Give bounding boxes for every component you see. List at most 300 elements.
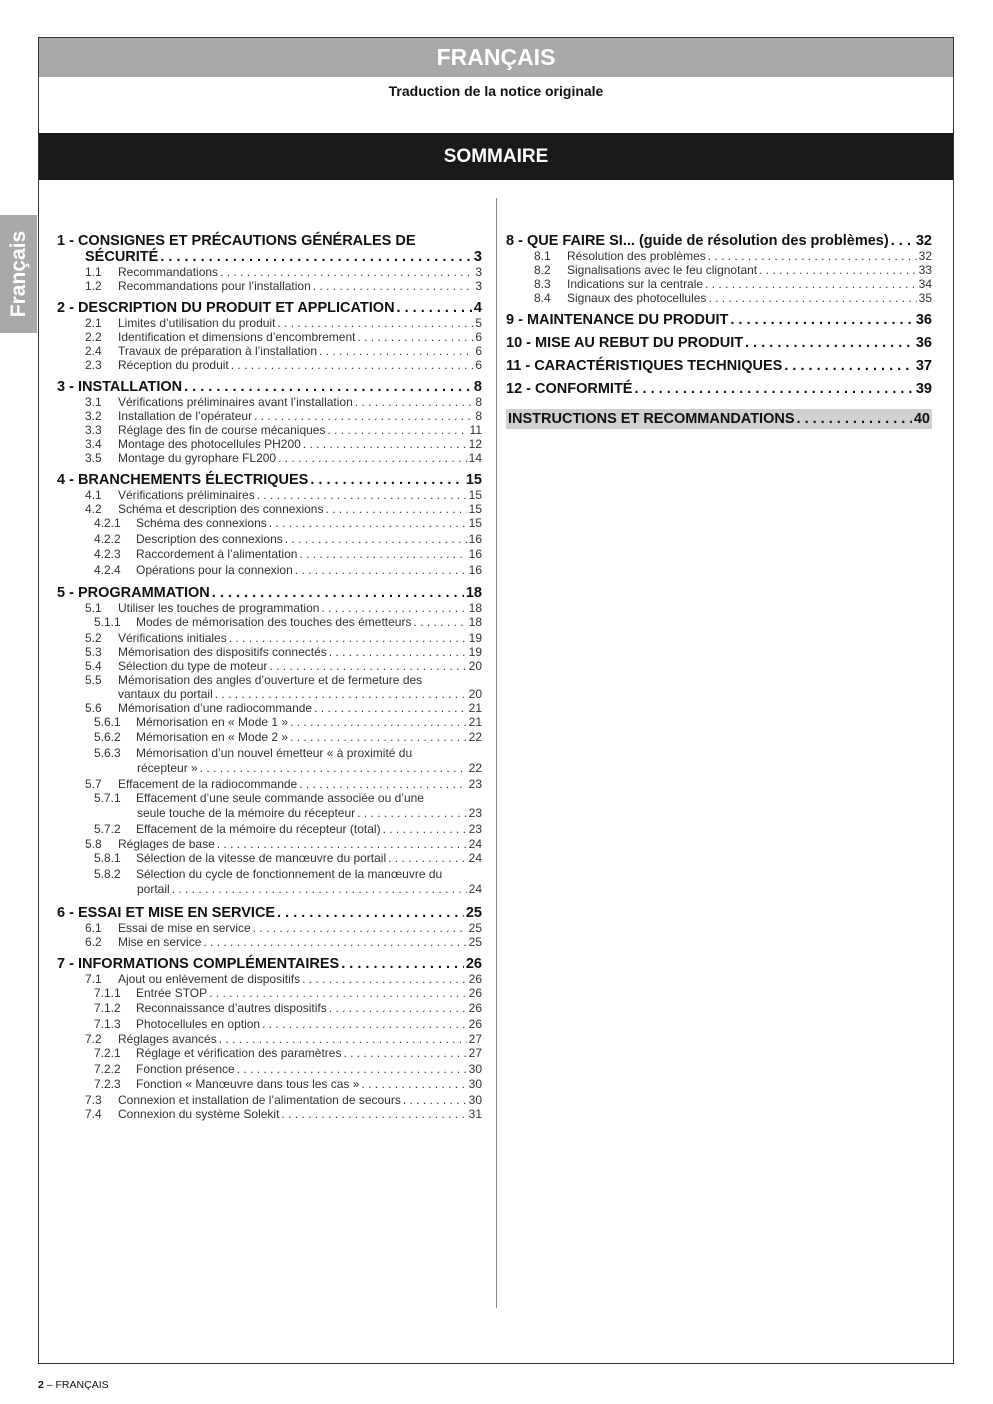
subsection-number: 2.3	[85, 358, 102, 372]
toc-subsection[interactable]	[57, 1077, 482, 1093]
dot-leader	[217, 837, 467, 851]
subsection-number: 5.1.1	[94, 615, 121, 629]
toc-section[interactable]	[57, 233, 482, 265]
subsection-number: 5.6.1	[94, 714, 121, 729]
subsection-number: 7.3	[85, 1092, 102, 1107]
page-number: 6	[475, 330, 482, 344]
toc-subsection[interactable]	[57, 645, 482, 659]
dot-leader	[403, 1093, 467, 1107]
subsection-number: 7.1.3	[94, 1016, 121, 1031]
subsection-number: 4.2.3	[94, 547, 121, 561]
toc-subsection[interactable]	[506, 277, 932, 291]
toc-section[interactable]	[57, 956, 482, 972]
toc-subsection[interactable]	[57, 1093, 482, 1107]
entry-title: récepteur »	[137, 761, 198, 775]
subsection-number: 3.2	[85, 409, 102, 423]
subsection-title: 2.1 Limites d’utilisation du produit	[57, 316, 275, 330]
dot-leader	[237, 1062, 467, 1078]
page-number: 25	[468, 920, 482, 935]
side-tab-label: Français	[6, 230, 30, 318]
subsection-number: 8.1	[534, 249, 551, 263]
page-number: 18	[468, 615, 482, 629]
entry-title: 10 - MISE AU REBUT DU PRODUIT	[506, 335, 744, 351]
dot-leader	[209, 986, 466, 1002]
dot-leader	[290, 715, 467, 731]
subsection-title: 4.2.2 Description des connexions	[57, 532, 283, 548]
page-number: 26	[468, 1001, 482, 1015]
column-divider	[496, 198, 497, 1308]
entry-title: 6 - ESSAI ET MISE EN SERVICE	[57, 904, 276, 921]
dot-leader	[203, 935, 466, 949]
page-number: 22	[468, 761, 482, 775]
subsection-number: 6.1	[85, 920, 102, 935]
subsection-number: 4.1	[85, 488, 102, 502]
subsection-number: 3.1	[85, 395, 102, 409]
subsection-title: Effacement d’une seule commande associée ou d’une	[136, 790, 424, 805]
subsection-title: 6.2 Mise en service	[57, 935, 201, 949]
toc-subsection[interactable]	[57, 701, 482, 715]
page-number: 3	[475, 279, 482, 293]
subsection-number: 5.7	[85, 776, 102, 791]
page-number: 4	[473, 300, 482, 316]
subsection-title: 5.3 Mémorisation des dispositifs connectés	[57, 645, 327, 659]
subsection-title: 4.2.4 Opérations pour la connexion	[57, 563, 293, 579]
toc-subsection[interactable]	[57, 659, 482, 673]
dot-leader	[327, 423, 467, 437]
subsection-title: 5.6.2 Mémorisation en « Mode 2 »	[57, 730, 288, 746]
page-number: 26	[468, 1016, 482, 1031]
page-number: 3	[475, 265, 482, 279]
subsection-number: 4.2	[85, 502, 102, 516]
toc-subsection[interactable]	[506, 249, 932, 263]
page-number: 34	[918, 277, 932, 291]
subsection-title: 5.4 Sélection du type de moteur	[57, 659, 267, 673]
subsection-cont[interactable]	[57, 882, 482, 898]
dot-leader	[285, 532, 467, 548]
page-number: 32	[915, 233, 932, 249]
subsection-number: 5.1	[85, 601, 102, 615]
language-side-tab	[0, 215, 37, 333]
dot-leader	[220, 265, 473, 279]
toc-subsection[interactable]	[57, 437, 482, 451]
subsection-number: 5.6	[85, 700, 102, 715]
toc-subsection[interactable]	[57, 1001, 482, 1017]
toc-section[interactable]	[57, 472, 482, 488]
subsection-title: 5.6 Mémorisation d’une radiocommande	[57, 701, 312, 715]
subsection-title: 7.1.3 Photocellules en option	[57, 1017, 260, 1033]
toc-subsection[interactable]	[57, 451, 482, 465]
entry-title: 12 - CONFORMITÉ	[506, 381, 633, 397]
dot-leader	[321, 601, 466, 615]
subsection-line	[57, 867, 482, 883]
subsection-title: 5.7 Effacement de la radiocommande	[57, 777, 297, 791]
toc-subsection[interactable]	[57, 851, 482, 867]
toc-subsection[interactable]	[57, 502, 482, 516]
entry-title: 2 - DESCRIPTION DU PRODUIT ET APPLICATION	[57, 300, 395, 316]
subsection-number: 3.5	[85, 451, 102, 465]
subsection-title: 7.1.2 Reconnaissance d’autres dispositifs	[57, 1001, 327, 1017]
subsection-title: 7.1 Ajout ou enlèvement de dispositifs	[57, 972, 300, 986]
subsection-title: 7.2.3 Fonction « Manœuvre dans tous les cas »	[57, 1077, 359, 1093]
toc-section[interactable]	[57, 379, 482, 395]
subsection-title: 8.4 Signaux des photocellules	[506, 291, 706, 305]
entry-title: vantaux du portail	[118, 686, 213, 701]
subsection-title: 4.2.1 Schéma des connexions	[57, 516, 267, 532]
page-number: 39	[915, 381, 932, 397]
page-number: 18	[465, 585, 482, 601]
dot-leader	[329, 645, 467, 659]
subsection-title: 5.2 Vérifications initiales	[57, 631, 227, 645]
dot-leader	[388, 851, 467, 867]
toc-left-column	[57, 233, 482, 1121]
page-number: 16	[468, 562, 482, 577]
dot-leader	[299, 547, 466, 563]
dot-leader	[303, 437, 467, 451]
page-number: 35	[918, 291, 932, 305]
subsection-number: 5.2	[85, 630, 102, 645]
subsection-title: 2.3 Réception du produit	[57, 358, 229, 372]
subsection-title: 8.3 Indications sur la centrale	[506, 277, 703, 291]
subsection-number: 5.7.2	[94, 821, 121, 836]
subsection-title: 3.2 Installation de l’opérateur	[57, 409, 252, 423]
toc-subsection[interactable]	[57, 601, 482, 615]
page-number: 23	[468, 806, 482, 820]
toc-subsection[interactable]	[57, 837, 482, 851]
dot-leader	[229, 631, 467, 645]
page-number: 21	[468, 714, 482, 729]
subsection-number: 2.2	[85, 330, 102, 344]
page-number: 2	[38, 1379, 44, 1391]
page-number: 21	[468, 700, 482, 715]
dot-leader	[212, 585, 464, 601]
toc-subsection[interactable]	[57, 1062, 482, 1078]
subsection-number: 3.4	[85, 437, 102, 451]
subsection-number: 7.1	[85, 971, 102, 986]
toc-subsection[interactable]	[57, 516, 482, 532]
dot-leader	[277, 905, 464, 921]
subsection-number: 5.8	[85, 837, 102, 851]
page-number: 27	[468, 1032, 482, 1046]
page-number: 18	[468, 601, 482, 615]
dot-leader	[891, 233, 914, 249]
toc-subsection[interactable]	[57, 358, 482, 372]
subsection-cont[interactable]	[57, 806, 482, 822]
toc-subsection[interactable]	[57, 563, 482, 579]
toc-subsection[interactable]	[57, 777, 482, 791]
page-number: 30	[468, 1061, 482, 1076]
dot-leader	[200, 761, 467, 777]
subsection-number: 5.6.3	[94, 745, 121, 760]
subsection-number: 5.6.2	[94, 730, 121, 744]
dot-leader	[278, 451, 467, 465]
dot-leader	[219, 1032, 467, 1046]
subsection-line	[57, 673, 482, 687]
toc-subsection[interactable]	[57, 547, 482, 563]
page-number: 23	[468, 821, 482, 836]
dot-leader	[319, 344, 473, 358]
dot-leader	[634, 381, 913, 397]
dot-leader	[383, 822, 467, 838]
page-number: 32	[918, 249, 932, 263]
subsection-title: 4.1 Vérifications préliminaires	[57, 488, 255, 502]
dot-leader	[355, 395, 474, 409]
page-number: 5	[475, 316, 482, 330]
subsection-number: 5.8.1	[94, 851, 121, 865]
subtitle: Traduction de la notice originale	[388, 83, 604, 99]
subsection-number: 4.2.4	[94, 562, 121, 577]
entry-title: 3 - INSTALLATION	[57, 379, 183, 395]
toc-subsection[interactable]	[57, 746, 482, 777]
language-header: FRANÇAIS	[39, 38, 953, 77]
subsection-title: 8.1 Résolution des problèmes	[506, 249, 706, 263]
toc-subsection[interactable]	[57, 423, 482, 437]
page-number: 6	[475, 358, 482, 372]
subsection-title: 5.8.1 Sélection de la vitesse de manœuvre du portail	[57, 851, 386, 867]
toc-subsection[interactable]	[57, 1032, 482, 1046]
subsection-number: 8.4	[534, 291, 551, 305]
toc-section[interactable]	[57, 905, 482, 921]
subsection-title: 7.2.1 Réglage et vérification des paramètres	[57, 1046, 341, 1062]
dot-leader	[290, 730, 467, 746]
subsection-number: 7.2.3	[94, 1077, 121, 1091]
page-number: 26	[468, 971, 482, 986]
toc-section[interactable]	[506, 312, 932, 328]
toc-subsection[interactable]	[57, 265, 482, 279]
subsection-title: 4.2 Schéma et description des connexions	[57, 502, 323, 516]
subsection-line	[57, 791, 482, 807]
subsection-number: 1.2	[85, 279, 102, 293]
subsection-title: 5.1.1 Modes de mémorisation des touches des émetteurs	[57, 615, 411, 631]
subsection-number: 7.2.2	[94, 1061, 121, 1076]
subsection-number: 5.7.1	[94, 790, 121, 805]
toc-subsection[interactable]	[57, 316, 482, 330]
subsection-title: 2.2 Identification et dimensions d’encombrement	[57, 330, 355, 344]
toc-subsection[interactable]	[506, 263, 932, 277]
dot-leader	[184, 379, 472, 395]
entry-title: 7 - INFORMATIONS COMPLÉMENTAIRES	[57, 955, 340, 972]
toc-subsection[interactable]	[57, 791, 482, 822]
subsection-number: 2.1	[85, 316, 102, 330]
toc-section[interactable]	[506, 233, 932, 249]
page-number: 25	[465, 904, 482, 921]
entry-title: 4 - BRANCHEMENTS ÉLECTRIQUES	[57, 472, 309, 488]
subsection-title: 3.4 Montage des photocellules PH200	[57, 437, 301, 451]
dot-leader	[281, 1107, 466, 1121]
subsection-number: 7.4	[85, 1106, 102, 1121]
page-number: 3	[473, 249, 482, 265]
subsection-number: 7.1.1	[94, 985, 121, 1000]
page-number: 40	[913, 411, 930, 427]
entry-title: 9 - MAINTENANCE DU PRODUIT	[506, 312, 729, 328]
subsection-title: 3.5 Montage du gyrophare FL200	[57, 451, 276, 465]
subsection-title: 8.2 Signalisations avec le feu clignotant	[506, 263, 757, 277]
subsection-title: Sélection du cycle de fonctionnement de la manœuvre du	[136, 866, 443, 881]
subsection-number: 7.2.1	[94, 1046, 121, 1060]
toc-subsection[interactable]	[57, 1107, 482, 1121]
toc-subsection[interactable]	[57, 395, 482, 409]
section-title-cont[interactable]	[57, 249, 482, 265]
toc-section[interactable]	[57, 585, 482, 601]
page-number: 8	[475, 409, 482, 423]
toc-subsection[interactable]	[57, 532, 482, 548]
dot-leader	[397, 300, 472, 316]
dot-leader	[299, 777, 466, 791]
dot-leader	[708, 291, 916, 305]
toc-subsection[interactable]	[57, 715, 482, 731]
subsection-title: 5.6.1 Mémorisation en « Mode 1 »	[57, 715, 288, 731]
page-number: 30	[468, 1092, 482, 1107]
subsection-number: 5.3	[85, 644, 102, 659]
toc-subsection[interactable]	[506, 291, 932, 305]
page-number: 19	[468, 630, 482, 645]
toc-subsection[interactable]	[57, 344, 482, 358]
page-number: 16	[468, 547, 482, 561]
dot-leader	[708, 249, 917, 263]
dot-leader	[160, 249, 472, 265]
dot-leader	[357, 806, 467, 822]
subsection-title: 1.1 Recommandations	[57, 265, 218, 279]
toc-section[interactable]	[506, 335, 932, 351]
page-number: 24	[468, 837, 482, 851]
page-number: 33	[918, 263, 932, 277]
subsection-number: 8.2	[534, 263, 551, 277]
subsection-title: 5.1 Utiliser les touches de programmation	[57, 601, 319, 615]
subsection-number: 7.1.2	[94, 1001, 121, 1015]
entry-title: portail	[137, 882, 170, 896]
subsection-title: Mémorisation des angles d’ouverture et de fermeture des	[118, 672, 423, 687]
sommaire-header: SOMMAIRE	[39, 133, 953, 180]
dot-leader	[329, 1001, 467, 1017]
dot-leader	[343, 1046, 466, 1062]
toc-subsection[interactable]	[57, 972, 482, 986]
dot-leader	[302, 972, 467, 986]
page-number: 14	[468, 451, 482, 465]
page-number: 23	[468, 776, 482, 791]
subsection-number: 5.4	[85, 658, 102, 673]
subsection-line	[57, 746, 482, 762]
dot-leader	[361, 1077, 466, 1093]
page-number: 36	[915, 335, 932, 351]
toc-subsection[interactable]	[57, 409, 482, 423]
dot-leader	[730, 312, 914, 328]
toc-subsection[interactable]	[57, 822, 482, 838]
dot-leader	[313, 279, 474, 293]
page-number: 15	[468, 502, 482, 516]
toc-subsection[interactable]	[57, 330, 482, 344]
subsection-number: 5.5	[85, 672, 102, 687]
toc-right-column	[506, 233, 932, 429]
page-number: 11	[469, 423, 482, 437]
instructions-link[interactable]	[506, 409, 932, 429]
dot-leader	[257, 488, 467, 502]
page-number: 20	[468, 658, 482, 673]
subsection-title: 7.3 Connexion et installation de l’alimentation de secours	[57, 1093, 401, 1107]
subsection-title: 4.2.3 Raccordement à l’alimentation	[57, 547, 297, 563]
toc-section[interactable]	[506, 381, 932, 397]
dot-leader	[253, 921, 467, 935]
subsection-title: 7.2 Réglages avancés	[57, 1032, 217, 1046]
toc-subsection[interactable]	[57, 935, 482, 949]
subsection-number: 3.3	[85, 423, 102, 437]
dot-leader	[357, 330, 473, 344]
dot-leader	[295, 563, 467, 579]
page-number: 36	[915, 312, 932, 328]
dot-leader	[215, 687, 467, 701]
subsection-cont[interactable]	[57, 687, 482, 701]
dot-leader	[797, 411, 912, 427]
toc-subsection[interactable]	[57, 673, 482, 701]
toc-subsection[interactable]	[57, 631, 482, 645]
subsection-number: 5.8.2	[94, 866, 121, 881]
toc-subsection[interactable]	[57, 921, 482, 935]
page-number: 26	[465, 955, 482, 972]
entry-title: 8 - QUE FAIRE SI... (guide de résolution des problèmes)	[506, 233, 889, 249]
page-number: 37	[915, 358, 932, 374]
entry-title: SÉCURITÉ	[85, 249, 159, 265]
entry-title: seule touche de la mémoire du récepteur	[137, 806, 356, 820]
toc-subsection[interactable]	[57, 986, 482, 1002]
toc-section[interactable]	[57, 300, 482, 316]
page-number: 15	[468, 516, 482, 530]
toc-subsection[interactable]	[57, 1046, 482, 1062]
section-title: 1 - CONSIGNES ET PRÉCAUTIONS GÉNÉRALES DE	[57, 233, 416, 249]
entry-title: 11 - CARACTÉRISTIQUES TECHNIQUES	[506, 358, 783, 374]
subsection-title: 7.1.1 Entrée STOP	[57, 986, 207, 1002]
dot-leader	[314, 701, 467, 715]
page-number: 15	[468, 488, 482, 502]
subsection-title: 3.3 Réglage des fin de course mécaniques	[57, 423, 325, 437]
page-number: 31	[468, 1106, 482, 1121]
subsection-cont[interactable]	[57, 761, 482, 777]
dot-leader	[310, 472, 464, 488]
page-footer	[38, 1379, 109, 1391]
dot-leader	[269, 516, 467, 532]
toc-subsection[interactable]	[57, 279, 482, 293]
subsection-title: 1.2 Recommandations pour l’installation	[57, 279, 311, 293]
toc-subsection[interactable]	[57, 488, 482, 502]
page-number: 8	[475, 395, 482, 409]
subsection-title: 7.2.2 Fonction présence	[57, 1062, 235, 1078]
dot-leader	[759, 263, 917, 277]
toc-subsection[interactable]	[57, 867, 482, 898]
subsection-number: 4.2.1	[94, 516, 121, 530]
toc-section[interactable]	[506, 358, 932, 374]
dot-leader	[745, 335, 914, 351]
subsection-number: 7.2	[85, 1032, 102, 1046]
subsection-title: 6.1 Essai de mise en service	[57, 921, 251, 935]
page-number: 20	[468, 686, 482, 701]
toc-subsection[interactable]	[57, 730, 482, 746]
subsection-title: 2.4 Travaux de préparation à l’installation	[57, 344, 317, 358]
subsection-number: 2.4	[85, 344, 102, 358]
page-number: 22	[468, 730, 482, 744]
dot-leader	[254, 409, 473, 423]
toc-subsection[interactable]	[57, 615, 482, 631]
page-number: 8	[473, 379, 482, 395]
dot-leader	[269, 659, 466, 673]
toc-subsection[interactable]	[57, 1017, 482, 1033]
subsection-number: 6.2	[85, 934, 102, 949]
page-number: 16	[468, 531, 482, 546]
page-number: 27	[468, 1046, 482, 1060]
dot-leader	[341, 956, 464, 972]
subsection-title: Mémorisation d’un nouvel émetteur « à proximité du	[136, 745, 413, 760]
page-number: 24	[468, 882, 482, 896]
page-number: 19	[468, 644, 482, 659]
subsection-number: 8.3	[534, 277, 551, 291]
dot-leader	[277, 316, 473, 330]
dot-leader	[784, 358, 914, 374]
